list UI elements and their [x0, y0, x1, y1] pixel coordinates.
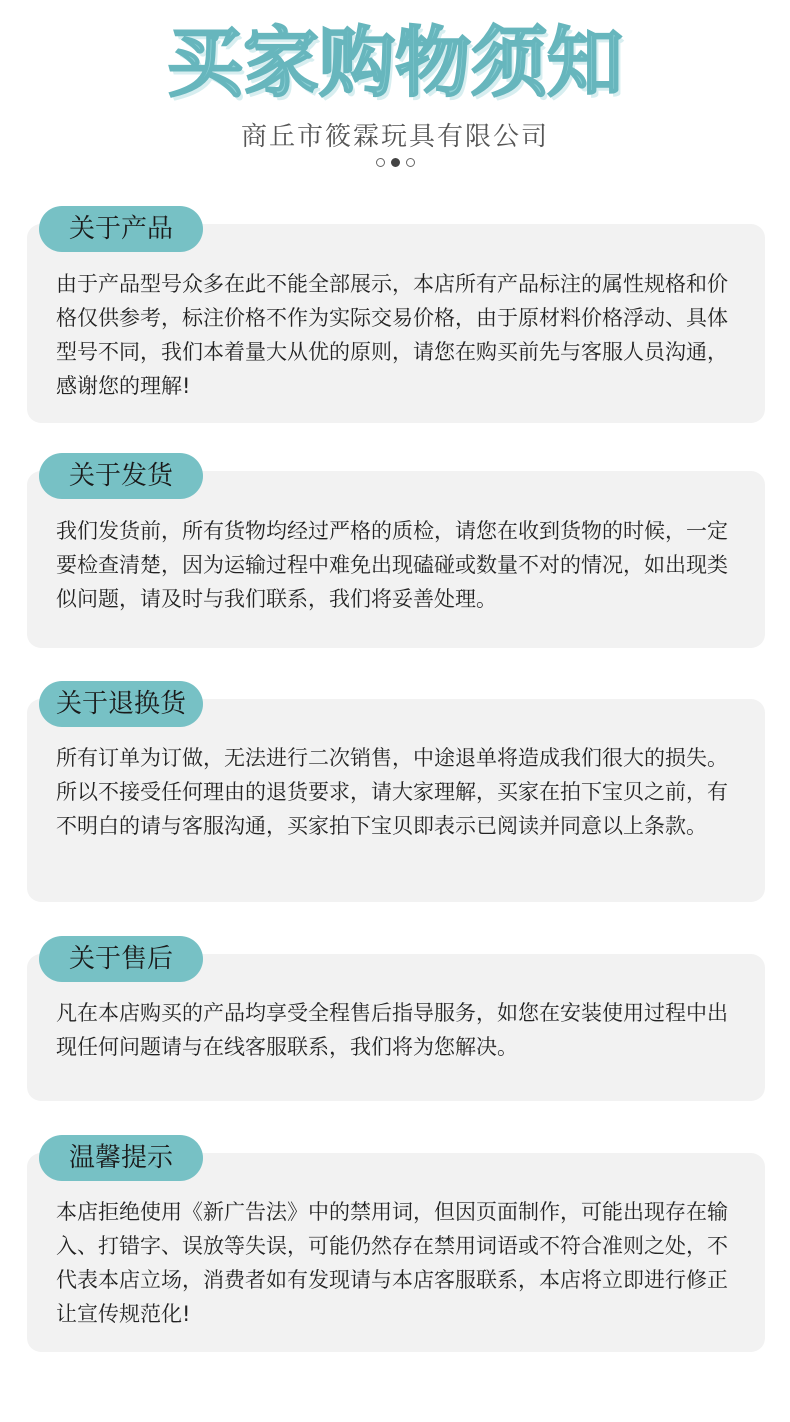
- company-name: 商丘市筱霖玩具有限公司: [240, 122, 549, 152]
- carousel-dots: [0, 158, 790, 167]
- page-header: [0, 0, 790, 190]
- section-heading-aftersales: 关于售后: [39, 936, 203, 982]
- section-body-returns: 所有订单为订做，无法进行二次销售，中途退单将造成我们很大的损失。所以不接受任何理由的退货要求，请大家理解，买家在拍下宝贝之前，有不明白的请与客服沟通，买家拍下宝贝即表示已阅读并同意以上条款。: [56, 746, 728, 838]
- section-heading-notice: 温馨提示: [39, 1135, 203, 1181]
- dot-indicator-active: [391, 158, 400, 167]
- section-body-shipping: 我们发货前，所有货物均经过严格的质检，请您在收到货物的时候，一定要检查清楚，因为运输过程中难免出现磕碰或数量不对的情况，如出现类似问题，请及时与我们联系，我们将妥善处理。: [56, 519, 728, 611]
- section-body-aftersales: 凡在本店购买的产品均享受全程售后指导服务，如您在安装使用过程中出现任何问题请与在线客服联系，我们将为您解决。: [56, 1001, 728, 1059]
- section-heading-shipping: 关于发货: [39, 453, 203, 499]
- section-body-product: 由于产品型号众多在此不能全部展示，本店所有产品标注的属性规格和价格仅供参考，标注价格不作为实际交易价格，由于原材料价格浮动、具体型号不同，我们本着量大从优的原则，请您在购买前先与客服人员沟通，感谢您的理解!: [56, 272, 728, 398]
- dot-indicator: [376, 158, 385, 167]
- section-heading-returns: 关于退换货: [39, 681, 203, 727]
- dot-indicator: [406, 158, 415, 167]
- page-title: 买家购物须知: [167, 18, 623, 107]
- section-body-notice: 本店拒绝使用《新广告法》中的禁用词，但因页面制作，可能出现存在输入、打错字、误放等失误，可能仍然存在禁用词语或不符合准则之处，不代表本店立场，消费者如有发现请与本店客服联系，本店将立即进行修正让宣传规范化!: [56, 1200, 728, 1326]
- section-heading-product: 关于产品: [39, 206, 203, 252]
